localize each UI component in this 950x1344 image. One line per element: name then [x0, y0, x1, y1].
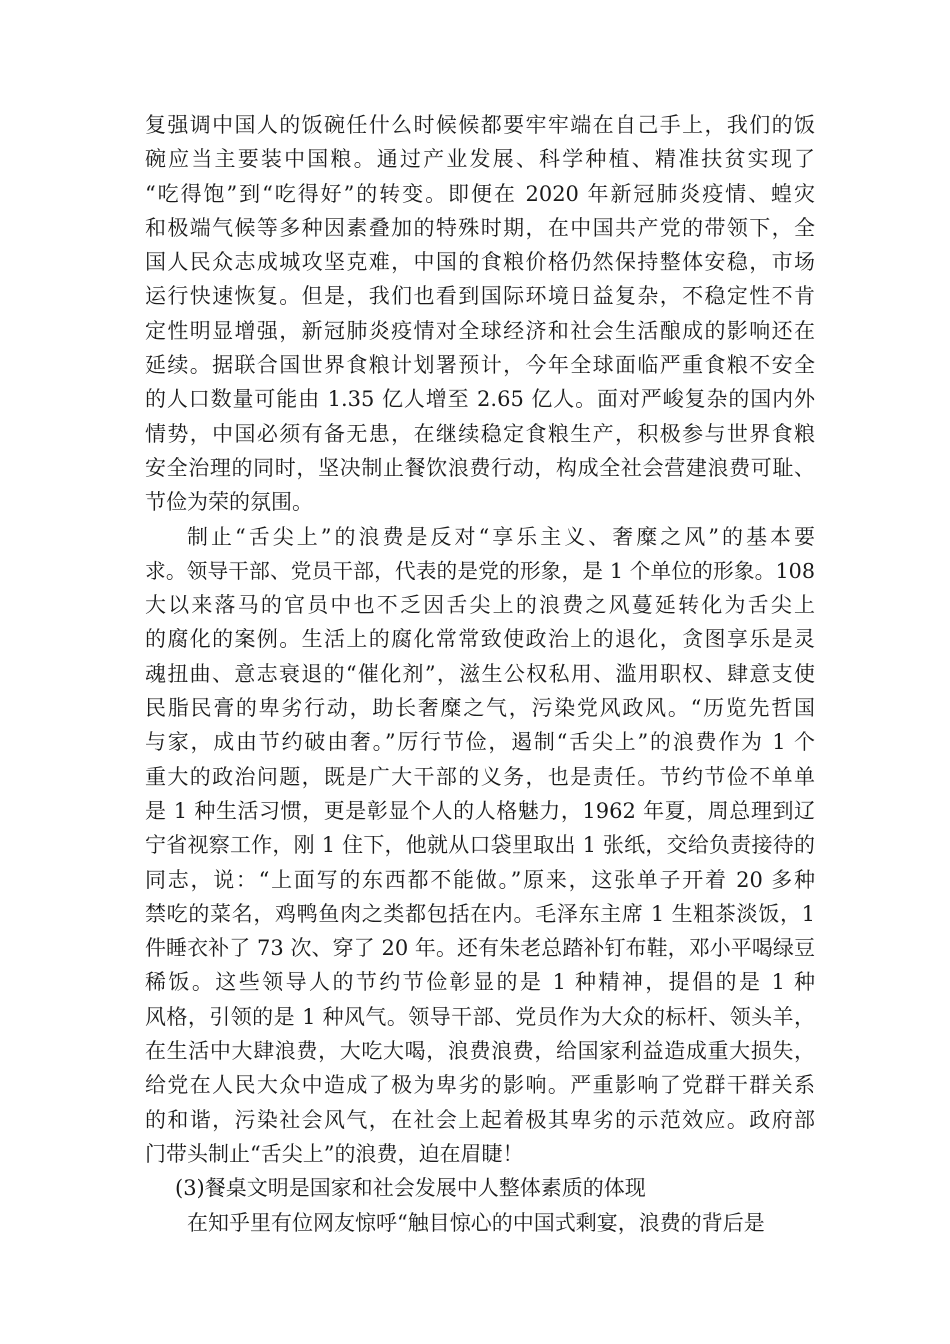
text-line: 件睡衣补了 73 次、穿了 20 年。还有朱老总踏补钉布鞋，邓小平喝绿豆: [145, 936, 815, 961]
section-heading: (3)餐桌文明是国家和社会发展中人整体素质的体现: [175, 1176, 646, 1201]
text-line: 的人口数量可能由 1.35 亿人增至 2.65 亿人。面对严峻复杂的国内外: [145, 387, 815, 412]
text-line: 是 1 种生活习惯，更是彰显个人的人格魅力，1962 年夏，周总理到辽: [145, 798, 815, 823]
text-line: 重大的政治问题，既是广大干部的义务，也是责任。节约节俭不单单: [145, 764, 815, 789]
text-line: 复强调中国人的饭碗任什么时候候都要牢牢端在自己手上，我们的饭: [145, 113, 815, 137]
text-line: 给党在人民大众中造成了极为卑劣的影响。严重影响了党群干群关系: [145, 1073, 815, 1098]
text-line: 安全治理的同时，坚决制止餐饮浪费行动，构成全社会营建浪费可耻、: [145, 455, 815, 480]
text-line: 门带头制止“舌尖上”的浪费，迫在眉睫！: [145, 1141, 524, 1166]
text-line: 和极端气候等多种因素叠加的特殊时期，在中国共产党的带领下，全: [145, 215, 815, 240]
text-line: 民脂民膏的卑劣行动，助长奢糜之气，污染党风政风。“历览先哲国: [145, 696, 815, 721]
text-line: 与家，成由节约破由奢。”厉行节俭，遏制“舌尖上”的浪费作为 1 个: [145, 730, 815, 755]
text-line: 运行快速恢复。但是，我们也看到国际环境日益复杂，不稳定性不肯: [145, 284, 815, 309]
text-line: 延续。据联合国世界食粮计划署预计，今年全球面临严重食粮不安全: [145, 353, 815, 378]
text-line: 的和谐，污染社会风气，在社会上起着极其卑劣的示范效应。政府部: [145, 1107, 815, 1132]
text-line: 定性明显增强，新冠肺炎疫情对全球经济和社会生活酿成的影响还在: [145, 318, 815, 343]
text-line: “吃得饱”到“吃得好”的转变。即便在 2020 年新冠肺炎疫情、蝗灾: [145, 181, 815, 206]
text-line: 节俭为荣的氛围。: [145, 490, 313, 515]
text-line: 风格，引领的是 1 种风气。领导干部、党员作为大众的标杆、领头羊，: [145, 1004, 815, 1029]
text-line: 大以来落马的官员中也不乏因舌尖上的浪费之风蔓延转化为舌尖上: [145, 593, 815, 618]
text-line: 在知乎里有位网友惊呼“触目惊心的中国式剩宴，浪费的背后是: [187, 1210, 765, 1235]
text-line: 情势，中国必须有备无患，在继续稳定食粮生产，积极参与世界食粮: [145, 421, 815, 446]
text-line: 禁吃的菜名，鸡鸭鱼肉之类都包括在内。毛泽东主席 1 生粗茶淡饭，1: [145, 901, 815, 926]
text-line: 国人民众志成城攻坚克难，中国的食粮价格仍然保持整体安稳，市场: [145, 250, 815, 275]
text-line: 魂扭曲、意志衰退的“催化剂”，滋生公权私用、滥用职权、肆意支使: [145, 661, 815, 686]
text-line: 的腐化的案例。生活上的腐化常常致使政治上的退化，贪图享乐是灵: [145, 627, 815, 652]
text-line: 同志，说：“上面写的东西都不能做。”原来，这张单子开着 20 多种: [145, 867, 815, 892]
text-line: 稀饭。这些领导人的节约节俭彰显的是 1 种精神，提倡的是 1 种: [145, 970, 815, 995]
text-line: 求。领导干部、党员干部，代表的是党的形象，是 1 个单位的形象。108: [145, 558, 815, 583]
text-line: 碗应当主要装中国粮。通过产业发展、科学种植、精准扶贫实现了: [145, 147, 815, 172]
text-line: 宁省视察工作，刚 1 住下，他就从口袋里取出 1 张纸，交给负责接待的: [145, 833, 815, 858]
text-line: 制止“舌尖上”的浪费是反对“享乐主义、奢糜之风”的基本要: [187, 524, 815, 549]
body-text: [145, 108, 815, 1240]
text-line: 在生活中大肆浪费，大吃大喝，浪费浪费，给国家利益造成重大损失，: [145, 1039, 815, 1064]
